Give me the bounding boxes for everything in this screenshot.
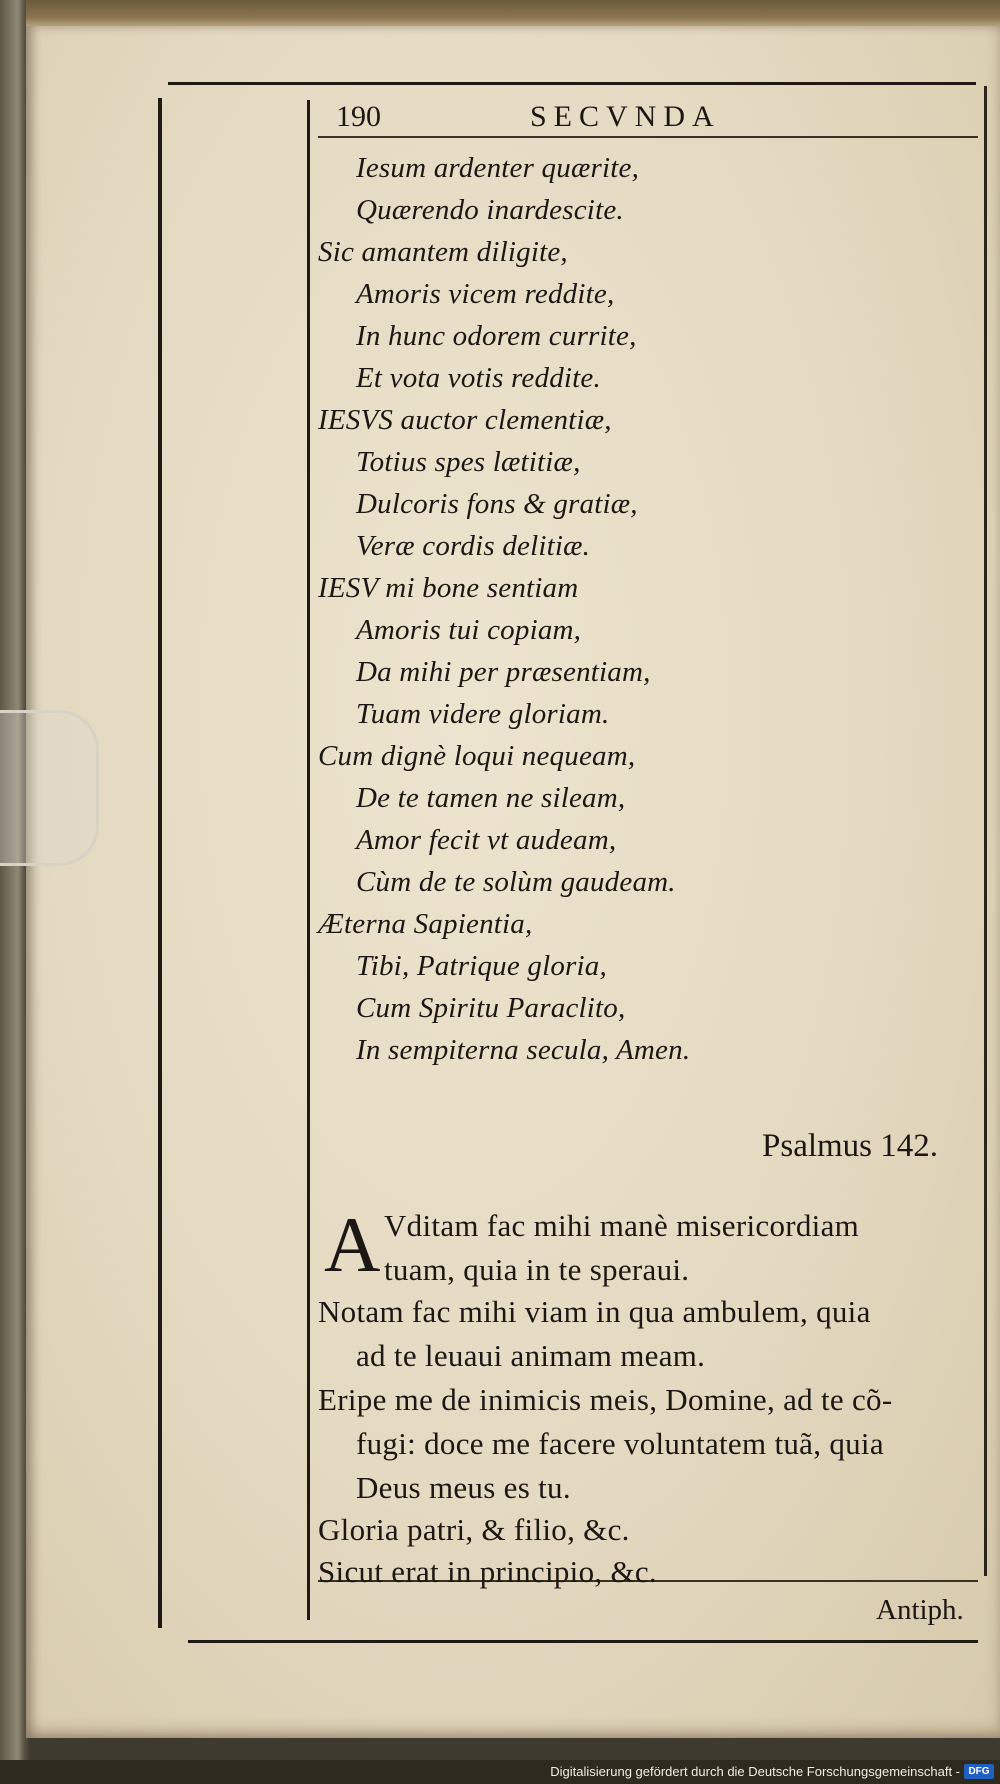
frame-rule-top [168,82,976,85]
hymn-line: Totius spes lætitiæ, [356,446,581,478]
psalm-line: Notam fac mihi viam in qua ambulem, quia [318,1294,871,1329]
hymn-line: De te tamen ne sileam, [356,782,626,814]
psalm-line: fugi: doce me facere voluntatem tuã, quia [356,1426,884,1461]
hymn-line: Da mihi per præsentiam, [356,656,651,688]
page-number: 190 [336,100,381,133]
hymn-line: Æterna Sapientia, [318,908,533,940]
frame-rule-inner [307,100,310,1620]
hymn-line: IESV mi bone sentiam [318,572,579,604]
psalm-line: Deus meus es tu. [356,1470,571,1505]
psalm-line: tuam, quia in te speraui. [384,1252,690,1287]
footer-credit: Digitalisierung gefördert durch die Deutsche Forschungsgemeinschaft - [550,1764,960,1779]
hymn-line: Veræ cordis delitiæ. [356,530,591,562]
footer-bar [0,1760,1000,1784]
book-clip [0,710,99,866]
catchword: Antiph. [876,1594,964,1626]
psalm-line: Eripe me de inimicis meis, Domine, ad te cõ- [318,1382,893,1417]
psalm-title: Psalmus 142. [762,1128,939,1164]
drop-cap: A [324,1201,381,1288]
hymn-line: IESVS auctor clementiæ, [318,404,612,436]
psalm-line: ad te leuaui animam meam. [356,1338,706,1373]
hymn-line: Amoris vicem reddite, [356,278,615,310]
hymn-line: Dulcoris fons & gratiæ, [356,488,638,520]
hymn-line: Amor fecit vt audeam, [356,824,617,856]
frame-rule-right [984,86,987,1576]
frame-rule-left [158,98,162,1628]
header-rule [318,136,978,138]
psalm-line: Vditam fac mihi manè misericordiam [384,1208,860,1243]
hymn-line: Amoris tui copiam, [356,614,582,646]
hymn-line: Cum dignè loqui nequeam, [318,740,636,772]
hymn-line: Sic amantem diligite, [318,236,568,268]
dfg-logo-icon: DFG [964,1764,994,1779]
hymn-line: Iesum ardenter quærite, [356,152,640,184]
running-head: SECVNDA [530,100,721,133]
psalm-line: Gloria patri, & filio, &c. [318,1512,630,1547]
hymn-line: Tuam videre gloriam. [356,698,610,730]
hymn-line: Quærendo inardescite. [356,194,624,226]
hymn-line: Tibi, Patrique gloria, [356,950,607,982]
hymn-line: Cùm de te solùm gaudeam. [356,866,676,898]
psalm-line: Sicut erat in principio, &c. [318,1554,657,1589]
hymn-line: Cum Spiritu Paraclito, [356,992,626,1024]
frame-rule-bottom [188,1640,978,1643]
hymn-line: In sempiterna secula, Amen. [356,1034,691,1066]
hymn-line: In hunc odorem currite, [356,320,637,352]
hymn-line: Et vota votis reddite. [356,362,601,394]
